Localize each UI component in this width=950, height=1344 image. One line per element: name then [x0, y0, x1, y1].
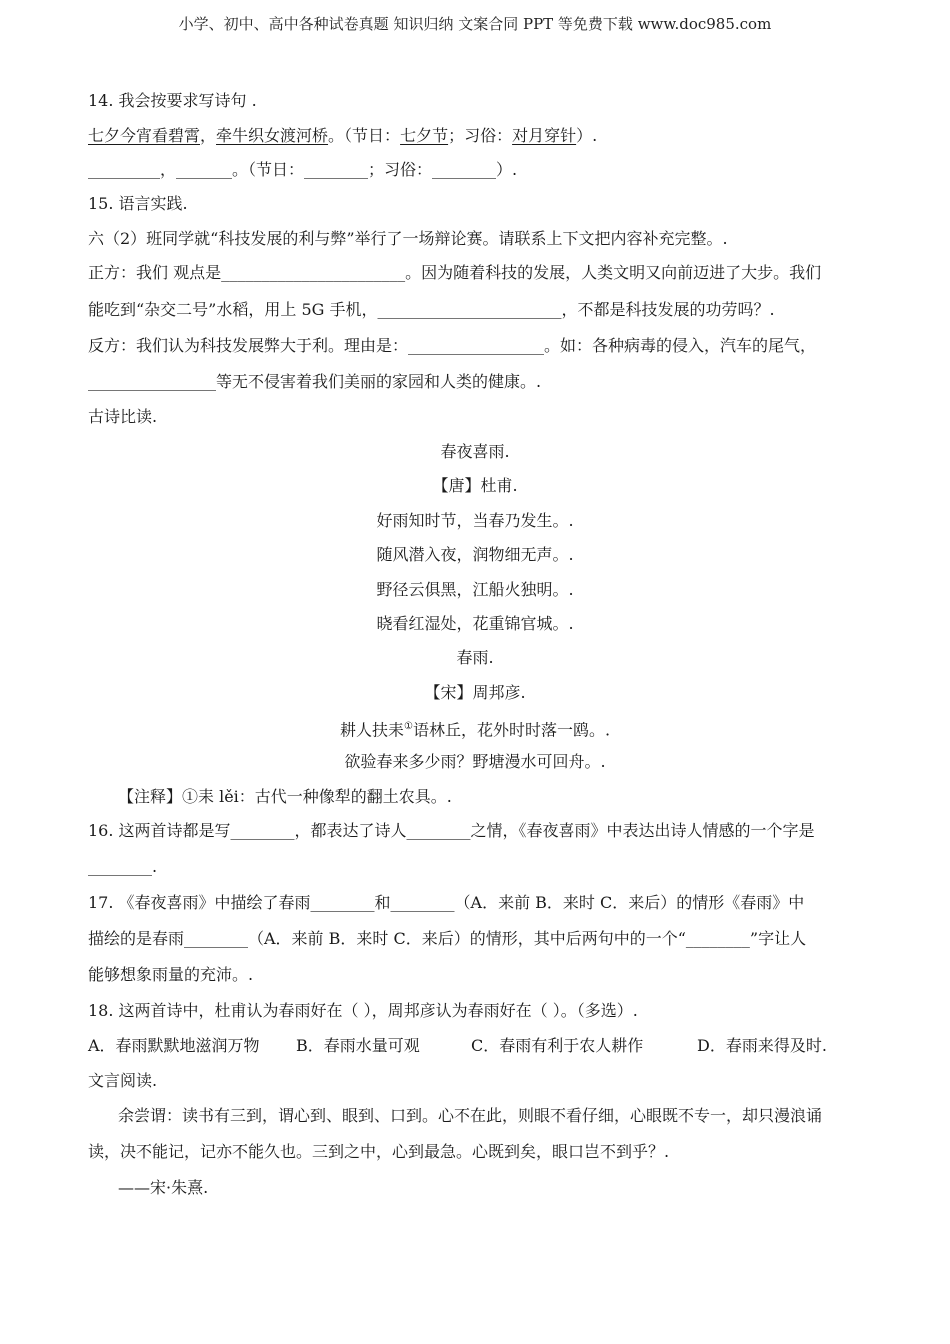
poem1-line: 好雨知时节，当春乃发生。.: [376, 511, 574, 530]
question-14-title: 14. 我会按要求写诗句 .: [88, 91, 257, 110]
con-side-line1: 反方：我们认为科技发展弊大于利。理由是：_________________。如：各种病毒的侵入，汽车的尾气，: [88, 336, 817, 355]
option-b: B．春雨水量可观: [296, 1036, 420, 1055]
poem1-line: 晓看红湿处，花重锦官城。.: [376, 614, 574, 633]
poem2-line1-a: 耕人扶耒: [339, 720, 404, 740]
option-d: D．春雨来得及时.: [697, 1036, 827, 1055]
poem-section-title: 古诗比读.: [88, 407, 158, 426]
question-17-line3: 能够想象雨量的充沛。.: [88, 965, 254, 984]
poem2-author: 【宋】周邦彦.: [424, 683, 526, 702]
pro-side-line2: 能吃到“杂交二号”水稻，用上 5G 手机，_______________________，不都是科技发展的功劳吗？.: [88, 300, 775, 319]
example-poem-part2: 牵牛织女渡河桥: [216, 126, 329, 145]
question-14-example: [88, 126, 597, 146]
question-15-title: 15. 语言实践.: [88, 194, 188, 213]
question-14-blanks: _________，_______。（节日：________；习俗：________）.: [88, 160, 518, 179]
poem2-line1-b: 语林丘，花外时时落一鸥。.: [412, 720, 611, 740]
classical-section-title: 文言阅读.: [88, 1071, 158, 1090]
poem1-line: 随风潜入夜，润物细无声。.: [376, 545, 574, 564]
poem1-author: 【唐】杜甫.: [432, 476, 518, 495]
example-comma: ，: [200, 126, 217, 145]
classical-author: ——宋·朱熹.: [118, 1178, 209, 1197]
question-17-line2: 描绘的是春雨________（A．来前 B．来时 C．来后）的情形，其中后两句中的一个“________”字让人: [88, 929, 807, 948]
example-end: ）.: [576, 126, 598, 145]
question-17-line1: 17. 《春夜喜雨》中描绘了春雨________和________（A．来前 B．来时 C．来后）的情形《春雨》中: [88, 893, 805, 912]
con-side-line2: ________________等无不侵害着我们美丽的家园和人类的健康。.: [88, 372, 542, 391]
footnote-marker: ①: [403, 721, 413, 732]
poem1-line: 野径云俱黑，江船火独明。.: [376, 580, 574, 599]
poem1-title: 春夜喜雨.: [440, 442, 510, 461]
page-header: 小学、初中、高中各种试卷真题 知识归纳 文案合同 PPT 等免费下载 www.doc985.com: [178, 15, 772, 33]
example-mid: 。（节日：: [328, 126, 401, 145]
question-15-intro: 六（2）班同学就“科技发展的利与弊”举行了一场辩论赛。请联系上下文把内容补充完整。.: [88, 229, 728, 248]
option-a: A．春雨默默地滋润万物: [88, 1036, 260, 1055]
example-custom-label: ；习俗：: [448, 126, 513, 145]
question-16-line1: 16. 这两首诗都是写________，都表达了诗人________之情，《春夜喜雨》中表达出诗人情感的一个字是: [88, 821, 815, 840]
option-c: C．春雨有利于农人耕作: [471, 1036, 644, 1055]
question-16-line2: ________.: [88, 857, 158, 876]
classical-para-line1: 余尝谓：读书有三到，谓心到、眼到、口到。心不在此，则眼不看仔细，心眼既不专一，却只漫浪诵: [118, 1106, 823, 1125]
poem2-line2: 欲验春来多少雨？野塘漫水可回舟。.: [344, 752, 606, 771]
poem2-line1: [0, 717, 950, 740]
example-festival: 七夕节: [400, 126, 449, 145]
pro-side-line1: 正方：我们 观点是_______________________。因为随着科技的发展，人类文明又向前迈进了大步。我们: [88, 263, 822, 282]
classical-para-line2: 读，决不能记，记亦不能久也。三到之中，心到最急。心既到矣，眼口岂不到乎？.: [88, 1142, 670, 1161]
question-18-line1: 18. 这两首诗中，杜甫认为春雨好在（ ），周邦彦认为春雨好在（ ）。（多选）.: [88, 1001, 638, 1020]
example-poem-part1: 七夕今宵看碧霄: [88, 126, 201, 145]
poem2-title: 春雨.: [456, 648, 494, 667]
poem-note: 【注释】①耒 lěi：古代一种像犁的翻土农具。.: [118, 787, 452, 806]
example-custom: 对月穿针: [512, 126, 577, 145]
